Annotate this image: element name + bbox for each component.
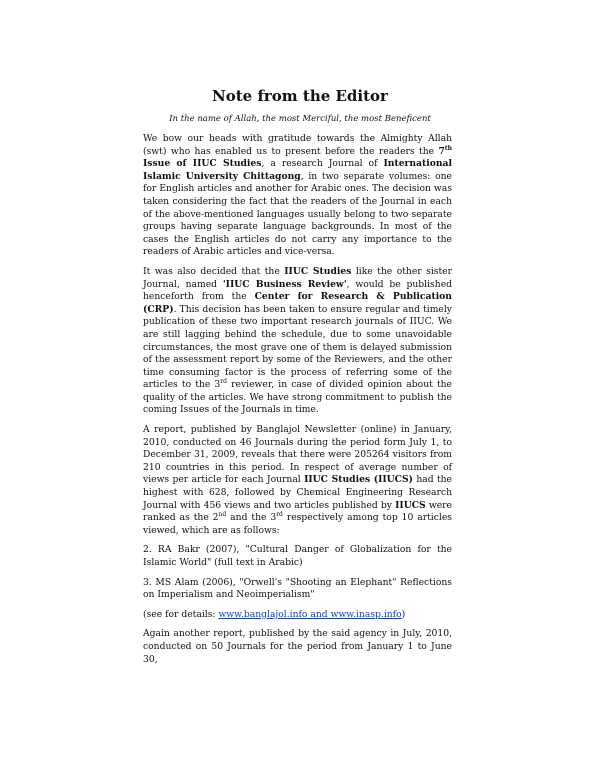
paragraph-1: We bow our heads with gratitude towards the Almighty Allah (swt) who has enabled us to present before the readers the 7th Issue of IIUC Studies, a research Journal of International Islamic University Chittagong, in two separate volumes: one for English articles and another for Arabic ones. The decision was taken considering the fact that the readers of the Journal in each of the above-mentioned languages usually belong to two separate groups having separate language backgrounds. In most of the cases the English articles do not carry any importance to the readers of Arabic articles and vice-versa. bbox=[143, 133, 452, 258]
paragraph-2: It was also decided that the IIUC Studies like the other sister Journal, named 'IIUC Business Review', would be published henceforth from the Center for Research & Publication (CRP). This decision has been taken to ensure regular and timely publication of these two important research journals of IIUC. We are still lagging behind the schedule, due to some unavoidable circumstances, the most grave one of them is delayed submission of the assessment report by some of the Reviewers, and the other time consuming factor is the process of referring some of the articles to the 3rd reviewer, in case of divided opinion about the quality of the articles. We have strong commitment to publish the coming Issues of the Journals in time. bbox=[143, 265, 453, 416]
paragraph-3: A report, published by Banglajol Newsletter (online) in January, 2010, conducted on 46 Journals during the period form July 1, to December 31, 2009, reveals that there were 205264 visitors from 210 countries in this period. In respect of average number of views per article for each Journal IIUC Studies (IIUCS) had the highest with 628, followed by Chemical Engineering Research Journal with 456 views and two articles published by IIUCS were ranked as the 2nd and the 3rd respectively among top 10 articles viewed, which are as follows: bbox=[143, 424, 452, 536]
details-link[interactable]: www.banglajol.info and www.inasp.info bbox=[218, 608, 402, 620]
university-name: International Islamic University Chittagong bbox=[143, 158, 452, 182]
page-title: Note from the Editor bbox=[212, 87, 388, 105]
issue-label: 7th Issue of IIUC Studies bbox=[143, 144, 452, 170]
list-item-2: 2. RA Bakr (2007), "Cultural Danger of Globalization for the Islamic World" (full text in Arabic) bbox=[143, 544, 452, 568]
list-item-3: 3. MS Alam (2006), "Orwell's "Shooting an Elephant" Reflections on Imperialism and Neoimperialism" bbox=[143, 576, 452, 601]
paragraph-4: Again another report, published by the said agency in July, 2010, conducted on 50 Journals for the period from January 1 to June 30, bbox=[143, 628, 452, 665]
details-line: (see for details: www.banglajol.info and www.inasp.info) bbox=[143, 608, 406, 620]
subtitle: In the name of Allah, the most Merciful, the most Beneficent bbox=[169, 114, 431, 124]
document-body bbox=[143, 133, 452, 673]
